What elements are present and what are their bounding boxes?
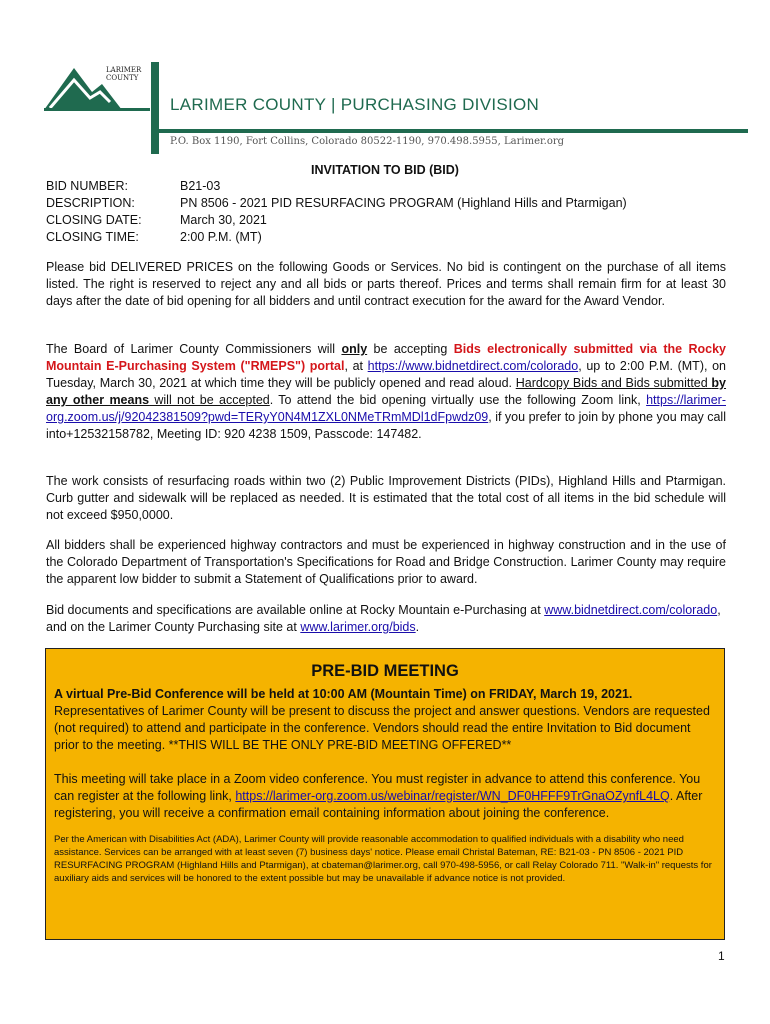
text: , if you prefer to join by phone you may call into+12532158782, Meeting ID: 920 4238 1509, Passcode: 147482.	[46, 410, 726, 441]
text: , at	[344, 359, 368, 373]
terms-paragraph: Please bid DELIVERED PRICES on the following Goods or Services. No bid is contingent on the purchase of all items listed. The right is reserved to reject any and all bids or parts thereof. Prices and terms shall remain firm for at least 30 days after the date of bid opening for all bidders and until contract execution for the award for the Award Vendor.	[46, 260, 726, 308]
qualifications-paragraph: All bidders shall be experienced highway contractors and must be experienced in highway construction and in the use of the Colorado Department of Transportation's Specifications for Road and Bridge Construction. Larimer County may require the apparent low bidder to submit a Statement of Qualifications prior to award.	[46, 538, 726, 586]
closing-time-label: CLOSING TIME:	[46, 230, 139, 244]
text: . To attend the bid opening virtually use the following Zoom link,	[269, 393, 647, 407]
documents-paragraph	[46, 602, 726, 636]
ada-notice: Per the American with Disabilities Act (ADA), Larimer County will provide reasonable accommodation to qualified individuals with a disability who need assistance. Services can be arranged with at least seven (7) business days' notice. Please email Christal Bateman, RE: B21-03 - PN 8506 - 2021 PID RESURFACING PROGRAM (Highland Hills and Ptarmigan), at cbateman@larimer.org, call 970-498-5956, or call Relay Colorado 711. "Walk-in" requests for auxiliary aids and services will be honored to the extent possible but may be unavailable if advance notice is not provided.	[54, 834, 712, 884]
larimer-county-logo	[44, 62, 154, 112]
bid-info-table	[46, 178, 627, 246]
bid-info-row	[46, 195, 627, 212]
logo-text-line1: LARIMER	[106, 66, 142, 74]
bidnet-colorado-link[interactable]: www.bidnetdirect.com/colorado	[544, 603, 718, 617]
text: This meeting will take place in a Zoom video conference. You must register in advance to attend this conference. You can register at the following link,	[54, 772, 701, 803]
prebid-body: Representatives of Larimer County will be present to discuss the project and answer questions. Vendors are requested (not required) to attend and participate in the conference. Vendors should read the entire Invitation to Bid document prior to the meeting. **THIS WILL BE THE ONLY PRE-BID MEETING OFFERED**	[54, 704, 710, 752]
bid-number-label: BID NUMBER:	[46, 179, 128, 193]
closing-date-label: CLOSING DATE:	[46, 213, 142, 227]
bid-info-row	[46, 229, 627, 246]
org-address: P.O. Box 1190, Fort Collins, Colorado 80522-1190, 970.498.5955, Larimer.org	[170, 136, 565, 147]
prebid-lead: A virtual Pre-Bid Conference will be held at 10:00 AM (Mountain Time) on FRIDAY, March 19, 2021.	[54, 687, 633, 701]
bidnet-link[interactable]: https://www.bidnetdirect.com/colorado	[367, 359, 579, 373]
document-title: INVITATION TO BID (BID)	[311, 163, 459, 177]
text: .	[415, 620, 420, 634]
other-means: by any other means	[46, 376, 727, 407]
text: will not be accepted	[149, 393, 270, 407]
submission-paragraph	[46, 341, 726, 443]
larimer-bids-link[interactable]: www.larimer.org/bids	[300, 620, 416, 634]
bid-info-row	[46, 212, 627, 229]
zoom-bid-opening-link[interactable]: https://larimer-org.zoom.us/j/92042381509?pwd=TERyY0N4M1ZXL0NMeTRmMDl1dFpwdz09	[46, 393, 726, 424]
prebid-title: PRE-BID MEETING	[311, 662, 459, 680]
zoom-register-link[interactable]: https://larimer-org.zoom.us/webinar/register/WN_DF0HFFF9TrGnaOZynfL4LQ	[235, 789, 670, 803]
text: The Board of Larimer County Commissioners will	[46, 342, 342, 356]
rmeps-highlight: Bids electronically submitted via the Rocky Mountain E-Purchasing System ("RMEPS") portal	[46, 342, 726, 373]
text: Bid documents and specifications are available online at Rocky Mountain e-Purchasing at	[46, 603, 545, 617]
text: . After registering, you will receive a confirmation email containing information about joining the conference.	[54, 789, 703, 820]
org-title: LARIMER COUNTY | PURCHASING DIVISION	[170, 95, 540, 114]
bid-info-row	[46, 178, 627, 195]
text: Hardcopy Bids and Bids submitted	[515, 376, 712, 390]
description-value: PN 8506 - 2021 PID RESURFACING PROGRAM (Highland Hills and Ptarmigan)	[180, 196, 627, 210]
scope-paragraph: The work consists of resurfacing roads within two (2) Public Improvement Districts (PIDs), Highland Hills and Ptarmigan. Curb gutter and sidewalk will be replaced as needed. It is estimated that the total cost of all items in the bid schedule will not exceed $950,0000.	[46, 474, 726, 522]
bid-number-value: B21-03	[180, 179, 221, 193]
closing-date-value: March 30, 2021	[180, 213, 267, 227]
header-vertical-rule	[151, 62, 159, 154]
prebid-meeting-box	[45, 648, 725, 940]
closing-time-value: 2:00 P.M. (MT)	[180, 230, 262, 244]
text: , and on the Larimer County Purchasing site at	[46, 603, 721, 634]
description-label: DESCRIPTION:	[46, 196, 135, 210]
text: be accepting	[367, 342, 454, 356]
text: , up to 2:00 P.M. (MT), on Tuesday, March 30, 2021 at which time they will be publicly opened and read aloud.	[46, 359, 726, 390]
header-horizontal-rule	[159, 129, 748, 133]
page-number: 1	[718, 949, 725, 963]
logo-text-line2: COUNTY	[106, 74, 139, 82]
emphasis-only: only	[341, 342, 368, 356]
prebid-zoom-paragraph	[54, 771, 716, 822]
